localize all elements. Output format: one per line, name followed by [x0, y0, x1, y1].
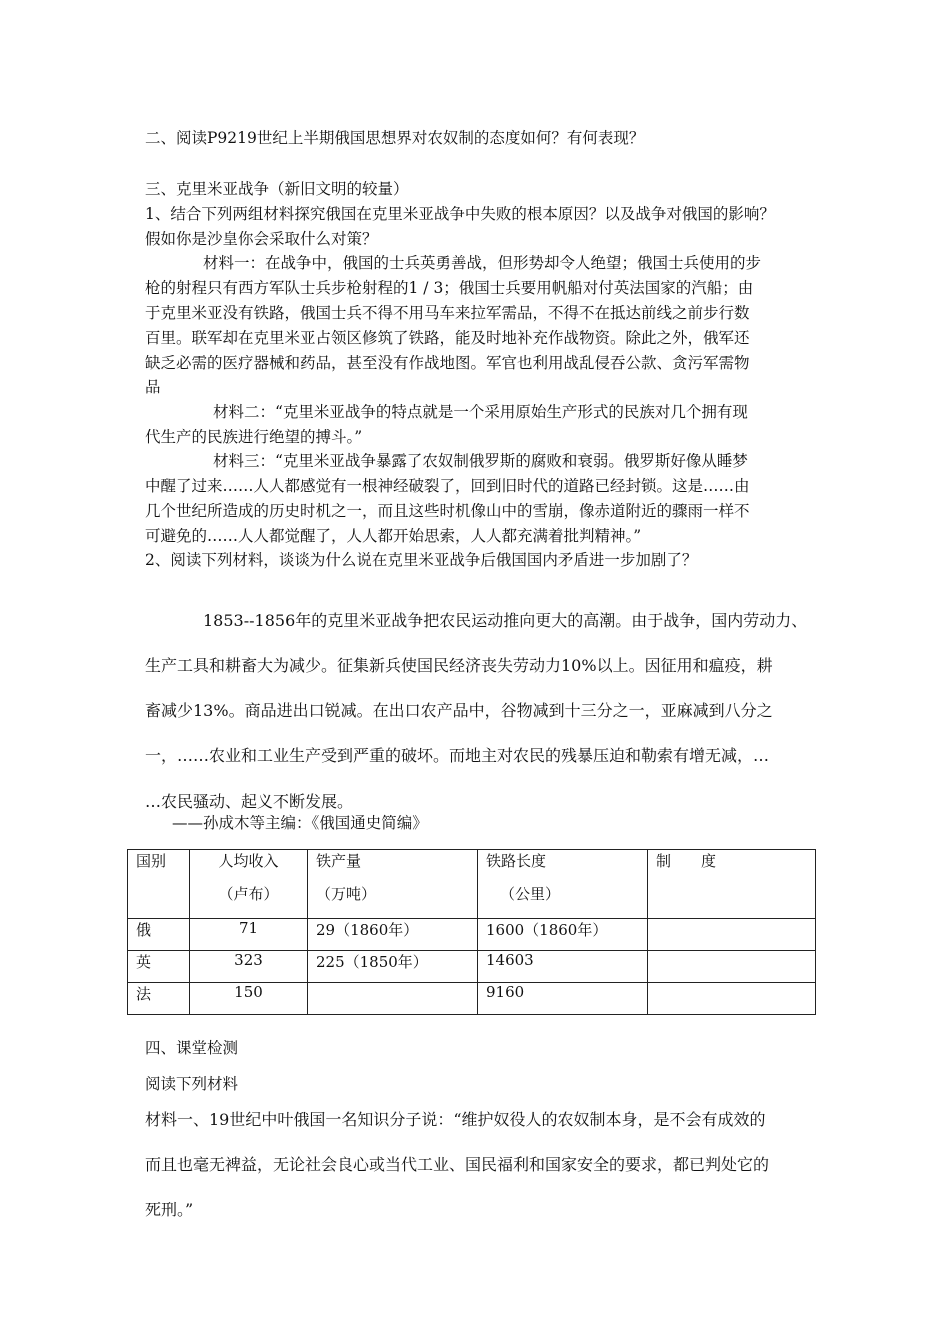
- table-row: [128, 983, 816, 1015]
- reading-passage-line: 生产工具和耕畜大为减少。征集新兵使国民经济丧失劳动力10%以上。因征用和瘟疫，耕: [145, 656, 773, 675]
- material-1-line: 枪的射程只有西方军队士兵步枪射程的1 / 3；俄国士兵要用帆船对付英法国家的汽船；由: [145, 279, 754, 297]
- material-2-line: 材料二：“克里米亚战争的特点就是一个采用原始生产形式的民族对几个拥有现: [213, 403, 748, 421]
- question-2: 二、阅读P9219世纪上半期俄国思想界对农奴制的态度如何？有何表现？: [145, 129, 645, 147]
- question-3-2: 2、阅读下列材料，谈谈为什么说在克里米亚战争后俄国国内矛盾进一步加剧了？: [145, 551, 698, 569]
- reading-instruction: 阅读下列材料: [145, 1075, 239, 1093]
- table-header-cell: 铁路长度 （公里）: [478, 850, 648, 919]
- reading-passage-line: …农民骚动、起义不断发展。: [145, 792, 354, 811]
- table-cell: 150: [190, 983, 308, 1015]
- table-cell: 俄: [128, 919, 190, 951]
- table-cell: 法: [128, 983, 190, 1015]
- table-cell: 英: [128, 951, 190, 983]
- table-row: [128, 951, 816, 983]
- table-header-row: [128, 850, 816, 919]
- table-header-cell: 国别: [128, 850, 190, 919]
- material-1-line: 于克里米亚没有铁路，俄国士兵不得不用马车来拉军需品，不得不在抵达前线之前步行数: [145, 304, 750, 322]
- material-3-line: 材料三：“克里米亚战争暴露了农奴制俄罗斯的腐败和衰弱。俄罗斯好像从睡梦: [213, 452, 748, 470]
- section-3-heading: 三、克里米亚战争（新旧文明的较量）: [145, 180, 409, 198]
- table-header-cell: 铁产量 （万吨）: [308, 850, 478, 919]
- question-3-1: 1、结合下列两组材料探究俄国在克里米亚战争中失败的根本原因？以及战争对俄国的影响？: [145, 205, 775, 223]
- table-cell: 14603: [478, 951, 648, 983]
- table-header-cell: 人均收入 （卢布）: [190, 850, 308, 919]
- reading-passage-line: 1853--1856年的克里米亚战争把农民运动推向更大的高潮。由于战争，国内劳动力、: [203, 611, 808, 630]
- material-quote-line: 死刑。”: [145, 1200, 194, 1219]
- reading-passage-line: 一，……农业和工业生产受到严重的破坏。而地主对农民的残暴压迫和勒索有增无减，…: [145, 746, 770, 765]
- material-1-line: 缺乏必需的医疗器械和药品，甚至没有作战地图。军官也利用战乱侵吞公款、贪污军需物: [145, 354, 750, 372]
- material-2-line: 代生产的民族进行绝望的搏斗。”: [145, 428, 363, 446]
- table-cell: 323: [190, 951, 308, 983]
- material-1-line: 品: [145, 378, 161, 396]
- table-cell: [648, 919, 816, 951]
- section-4-heading: 四、课堂检测: [145, 1039, 239, 1057]
- table-cell: 29（1860年）: [308, 919, 478, 951]
- source-citation: ——孙成木等主编：《俄国通史简编》: [172, 814, 428, 832]
- material-1-line: 材料一：在战争中，俄国的士兵英勇善战，但形势却令人绝望；俄国士兵使用的步: [203, 254, 762, 272]
- material-3-line: 可避免的……人人都觉醒了，人人都开始思索，人人都充满着批判精神。”: [145, 527, 642, 545]
- material-quote-line: 材料一、19世纪中叶俄国一名知识分子说：“维护奴役人的农奴制本身，是不会有成效的: [145, 1110, 766, 1129]
- material-quote-line: 而且也毫无裨益，无论社会良心或当代工业、国民福利和国家安全的要求，都已判处它的: [145, 1155, 770, 1174]
- reading-passage-line: 畜减少13%。商品进出口锐减。在出口农产品中，谷物减到十三分之一，亚麻减到八分之: [145, 701, 773, 720]
- table-cell: 9160: [478, 983, 648, 1015]
- table-cell: [648, 983, 816, 1015]
- table-row: [128, 919, 816, 951]
- material-1-line: 百里。联军却在克里米亚占领区修筑了铁路，能及时地补充作战物资。除此之外，俄军还: [145, 329, 750, 347]
- table-header-cell: 制 度: [648, 850, 816, 919]
- table-cell: 225（1850年）: [308, 951, 478, 983]
- table-cell: 1600（1860年）: [478, 919, 648, 951]
- material-3-line: 中醒了过来……人人都感觉有一根神经破裂了，回到旧时代的道路已经封锁。这是……由: [145, 477, 750, 495]
- table-cell: 71: [190, 919, 308, 951]
- question-3-1-cont: 假如你是沙皇你会采取什么对策？: [145, 230, 378, 248]
- table-cell: [648, 951, 816, 983]
- table-cell: [308, 983, 478, 1015]
- material-3-line: 几个世纪所造成的历史时机之一，而且这些时机像山中的雪崩，像赤道附近的骤雨一样不: [145, 502, 750, 520]
- comparison-table: [127, 849, 816, 1015]
